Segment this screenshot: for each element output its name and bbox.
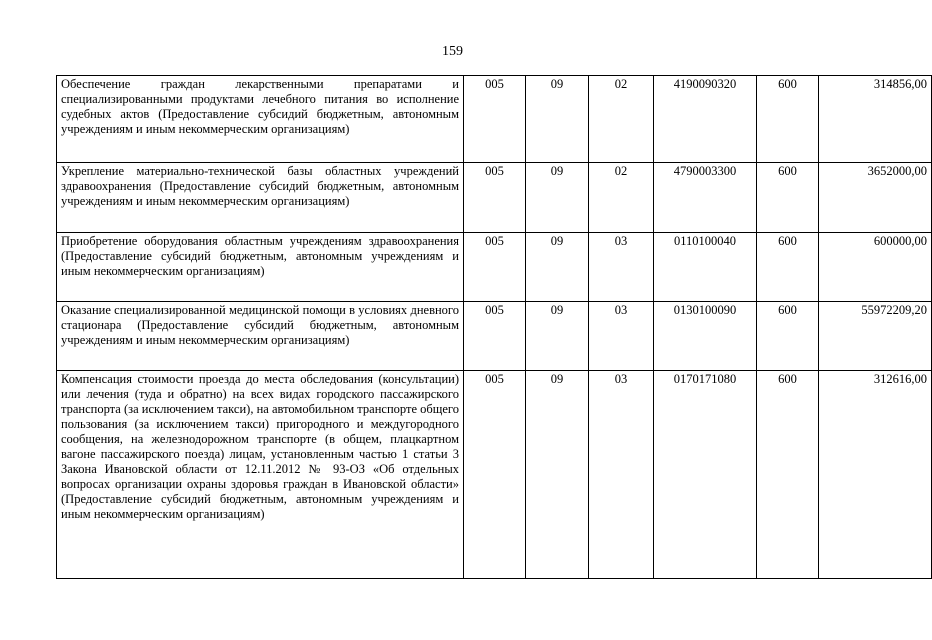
expense-type-code: 600 <box>757 163 819 233</box>
subsection-code: 03 <box>589 233 654 302</box>
subsection-code: 03 <box>589 371 654 579</box>
subsection-code: 03 <box>589 302 654 371</box>
row-description: Приобретение оборудования областным учреждениям здравоохранения (Предоставление субсидий бюджетным, автономным учреждениям и иным некоммерческим организациям) <box>57 233 464 302</box>
page-number: 159 <box>442 44 463 59</box>
target-article-code: 4190090320 <box>654 76 757 163</box>
row-description: Оказание специализированной медицинской помощи в условиях дневного стационара (Предоставление субсидий бюджетным, автономным учреждениям и иным некоммерческим организациям) <box>57 302 464 371</box>
ministry-code: 005 <box>464 233 526 302</box>
amount-value: 3652000,00 <box>819 163 932 233</box>
expense-type-code: 600 <box>757 76 819 163</box>
target-article-code: 0170171080 <box>654 371 757 579</box>
amount-value: 314856,00 <box>819 76 932 163</box>
table-row <box>57 233 932 302</box>
ministry-code: 005 <box>464 302 526 371</box>
section-code: 09 <box>526 371 589 579</box>
target-article-code: 0130100090 <box>654 302 757 371</box>
target-article-code: 0110100040 <box>654 233 757 302</box>
amount-value: 600000,00 <box>819 233 932 302</box>
section-code: 09 <box>526 76 589 163</box>
section-code: 09 <box>526 163 589 233</box>
section-code: 09 <box>526 233 589 302</box>
expense-type-code: 600 <box>757 302 819 371</box>
amount-value: 55972209,20 <box>819 302 932 371</box>
row-description: Компенсация стоимости проезда до места обследования (консультации) или лечения (туда и обратно) на всех видах городского пассажирского транспорта (за исключением такси), на автомобильном транспорте общего пользования (за исключением такси) пригородного и междугородного сообщения, на железнодорожном транспорте (в общем, плацкартном вагоне пассажирского поезда) лицам, установленным частью 1 статьи 3 Закона Ивановской области от 12.11.2012 № 93-ОЗ «Об отдельных вопросах организации охраны здоровья граждан в Ивановской области» (Предоставление субсидий бюджетным, автономным учреждениям и иным некоммерческим организациям) <box>57 371 464 579</box>
section-code: 09 <box>526 302 589 371</box>
amount-value: 312616,00 <box>819 371 932 579</box>
ministry-code: 005 <box>464 163 526 233</box>
ministry-code: 005 <box>464 76 526 163</box>
table-row <box>57 76 932 163</box>
row-description: Укрепление материально-технической базы областных учреждений здравоохранения (Предоставление субсидий бюджетным, автономным учреждениям и иным некоммерческим организациям) <box>57 163 464 233</box>
target-article-code: 4790003300 <box>654 163 757 233</box>
subsection-code: 02 <box>589 76 654 163</box>
expense-type-code: 600 <box>757 233 819 302</box>
expense-type-code: 600 <box>757 371 819 579</box>
table-row <box>57 163 932 233</box>
budget-table <box>56 75 932 579</box>
subsection-code: 02 <box>589 163 654 233</box>
table-row <box>57 302 932 371</box>
ministry-code: 005 <box>464 371 526 579</box>
row-description: Обеспечение граждан лекарственными препаратами и специализированными продуктами лечебного питания во исполнение судебных актов (Предоставление субсидий бюджетным, автономным учреждениям и иным некоммерческим организациям) <box>57 76 464 163</box>
table-row <box>57 371 932 579</box>
